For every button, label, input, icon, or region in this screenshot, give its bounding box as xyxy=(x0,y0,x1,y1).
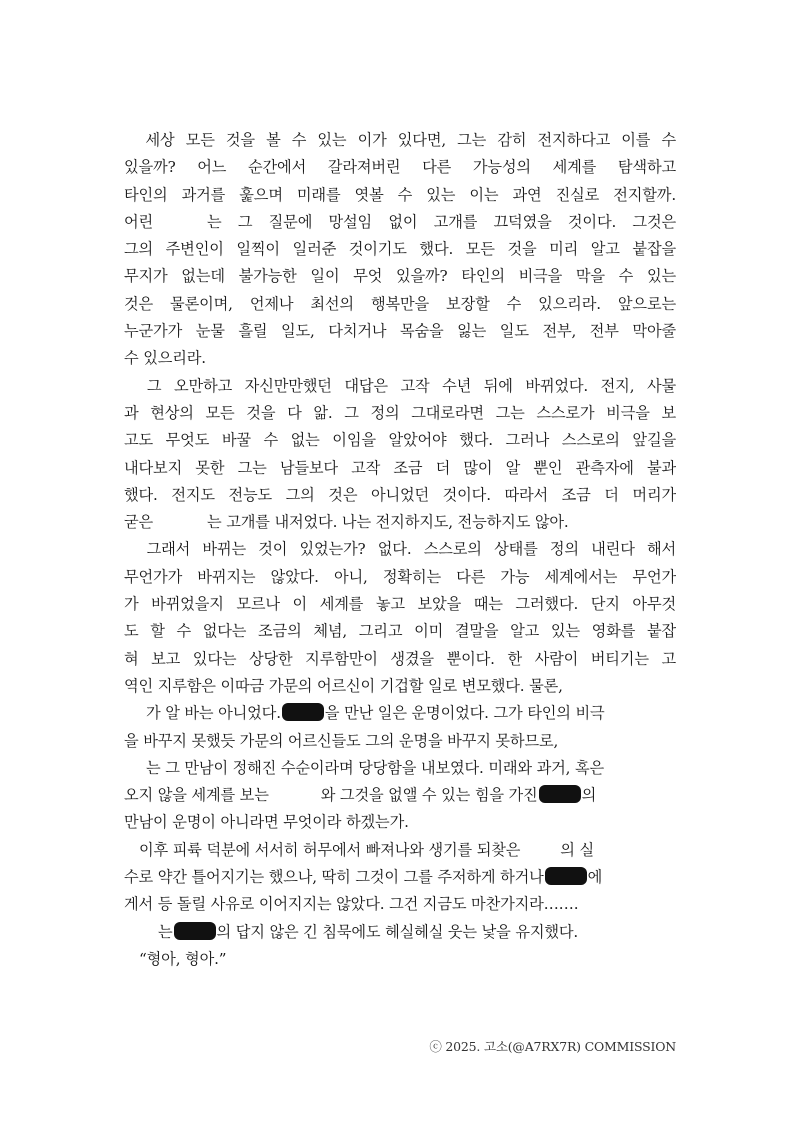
paragraph-3-line-10 xyxy=(124,782,676,809)
text-segment: 가 알 바는 아니었다. xyxy=(146,704,281,723)
redaction-block xyxy=(174,922,216,940)
paragraph-1-line-4 xyxy=(124,209,676,236)
paragraph-2-line-6 xyxy=(124,509,676,536)
text-segment: 는 그 질문에 망설임 없이 고개를 끄덕였을 것이다. 그것은 xyxy=(207,212,676,231)
story-text xyxy=(124,127,676,973)
paragraph-1-line-1: 세상 모든 것을 볼 수 있는 이가 있다면, 그는 감히 전지하다고 이를 수 xyxy=(124,131,676,149)
paragraph-2-line-2: 과 현상의 모든 것을 다 앎. 그 정의 그대로라면 그는 스스로가 비극을 보 xyxy=(124,403,676,422)
text-segment: 의 xyxy=(581,786,597,805)
paragraph-3-line-6: 역인 지루함은 이따금 가문의 어르신이 기겁할 일로 변모했다. 물론, xyxy=(124,676,563,695)
redaction-block xyxy=(282,703,324,721)
name-blank xyxy=(269,785,321,803)
text-segment: 굳은 xyxy=(124,513,154,532)
text-segment: 이후 피륙 덕분에 서서히 허무에서 빠져나와 생기를 되찾은 xyxy=(124,840,521,859)
name-blank xyxy=(520,840,560,858)
redaction-block xyxy=(545,867,587,885)
paragraph-2-line-5: 했다. 전지도 전능도 그의 것은 아니었던 것이다. 따라서 조금 더 머리가 xyxy=(124,485,676,504)
paragraph-2-line-1: 그 오만하고 자신만만했던 대답은 고작 수년 뒤에 바뀌었다. 전지, 사물 xyxy=(124,376,676,395)
paragraph-3-line-4: 도 할 수 없다는 조금의 체념, 그리고 이미 결말을 알고 있는 영화를 붙잡 xyxy=(124,622,676,641)
text-segment: 는 xyxy=(158,922,173,941)
paragraph-3-line-8: 을 바꾸지 못했듯 가문의 어르신들도 그의 운명을 바꾸지 못하므로, xyxy=(124,731,559,750)
paragraph-1-line-5: 그의 주변인이 일찍이 일러준 것이기도 했다. 모든 것을 미리 알고 붙잡을 xyxy=(124,240,676,259)
paragraph-4-line-3: 게서 등 돌릴 사유로 이어지지는 않았다. 그건 지금도 마찬가지라……. xyxy=(124,895,579,914)
paragraph-3-line-2: 무언가가 바뀌지는 않았다. 아니, 정확히는 다른 가능 세계에서는 무언가 xyxy=(124,567,676,586)
text-segment: 의 실 xyxy=(560,840,595,859)
paragraph-3-line-7 xyxy=(124,700,676,727)
text-segment: 오지 않을 세계를 보는 xyxy=(124,786,269,805)
paragraph-2-line-4: 내다보지 못한 그는 남들보다 고작 조금 더 많이 알 뿐인 관측자에 불과 xyxy=(124,458,676,477)
redaction-block xyxy=(539,785,581,803)
paragraph-4-line-2 xyxy=(124,864,676,891)
paragraph-1-line-7: 것은 물론이며, 언제나 최선의 행복만을 보장할 수 있으리라. 앞으로는 xyxy=(124,294,676,313)
name-blank xyxy=(124,758,146,776)
text-segment: 는 고개를 내저었다. 나는 전지하지도, 전능하지도 않아. xyxy=(207,513,569,532)
text-segment: 수로 약간 틀어지기는 했으나, 딱히 그것이 그를 주저하게 하거나 xyxy=(124,868,544,887)
paragraph-2-line-3: 고도 무엇도 바꿀 수 없는 이임을 알았어야 했다. 그러나 스스로의 앞길을 xyxy=(124,431,676,450)
name-blank xyxy=(153,512,207,530)
text-segment: 을 만난 일은 운명이었다. 그가 타인의 비극 xyxy=(324,704,605,723)
paragraph-1-line-2: 있을까? 어느 순간에서 갈라져버린 다른 가능성의 세계를 탐색하고 xyxy=(124,158,676,177)
name-blank xyxy=(124,703,146,721)
text-segment: 의 답지 않은 긴 침묵에도 헤실헤실 웃는 낯을 유지했다. xyxy=(216,922,579,941)
paragraph-1-line-8: 누군가가 눈물 흘릴 일도, 다치거나 목숨을 잃는 일도 전부, 전부 막아줄 xyxy=(124,322,676,341)
text-segment: 와 그것을 없앨 수 있는 힘을 가진 xyxy=(320,786,538,805)
paragraph-4-line-1 xyxy=(124,837,676,864)
paragraph-1-line-3: 타인의 과거를 훑으며 미래를 엿볼 수 있는 이는 과연 진실로 전지할까. xyxy=(124,185,676,204)
dialogue-line: “형아, 형아.” xyxy=(124,949,227,968)
paragraph-3-line-9 xyxy=(124,755,676,782)
text-segment: 는 그 만남이 정해진 수순이라며 당당함을 내보였다. 미래와 과거, 혹은 xyxy=(146,758,605,777)
name-blank xyxy=(124,922,158,940)
paragraph-3-line-5: 혀 보고 있다는 상당한 지루함만이 생겼을 뿐이다. 한 사람이 버티기는 고 xyxy=(124,649,676,668)
text-segment: 어린 xyxy=(124,212,154,231)
text-segment: 에 xyxy=(587,868,603,887)
paragraph-1-line-6: 무지가 없는데 불가능한 일이 무엇 있을까? 타인의 비극을 막을 수 있는 xyxy=(124,267,676,286)
paragraph-3-line-3: 가 바뀌었을지 모르나 이 세계를 놓고 보았을 때는 그러했다. 단지 아무것 xyxy=(124,595,676,614)
paragraph-3-line-11: 만남이 운명이 아니라면 무엇이라 하겠는가. xyxy=(124,813,409,832)
name-blank xyxy=(153,212,207,230)
copyright-notice: ⓒ 2025. 고소(@A7RX7R) COMMISSION xyxy=(429,1039,676,1054)
paragraph-1-line-9: 수 있으리라. xyxy=(124,349,206,368)
paragraph-3-line-1: 그래서 바뀌는 것이 있었는가? 없다. 스스로의 상태를 정의 내린다 해서 xyxy=(124,540,676,559)
paragraph-4-line-4 xyxy=(124,919,676,946)
